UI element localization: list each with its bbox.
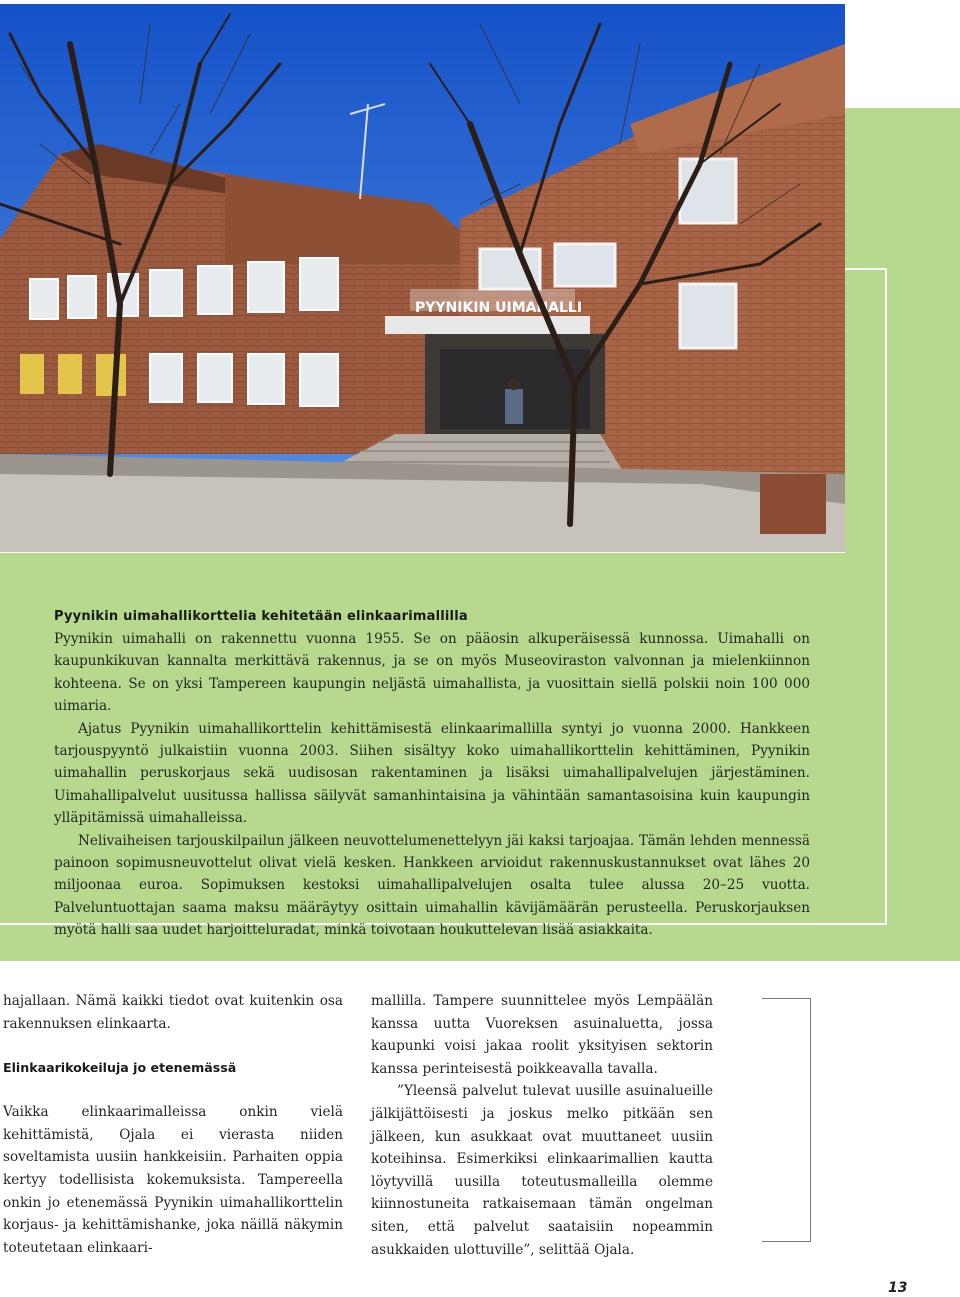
left-column-intro: hajallaan. Nämä kaikki tiedot ovat kuitenkin osa rakennuksen elinkaarta. bbox=[3, 993, 343, 1032]
left-column bbox=[3, 990, 343, 1259]
frame-line-top bbox=[845, 268, 887, 270]
building-sign: PYYNIKIN UIMAHALLI bbox=[415, 300, 583, 316]
section-heading: Elinkaarikokeiluja jo etenemässä bbox=[3, 1060, 237, 1076]
right-column-paragraph-2: ”Yleensä palvelut tulevat uusille asuinalueille jälkijättöisesti ja joskus melko pitkään sen jälkeen, kun asukkaat ovat muuttaneet uusiin koteihinsa. Esimerkiksi elinkaarimallien kautta löytyvillä uusilla toteutusmalleilla olemme kiinnostuneita ratkaisemaan tämän ongelman siten, että palvelut saataisiin nopeammin asukkaiden ulottuville”, selittää Ojala. bbox=[371, 1083, 713, 1258]
frame-line-right bbox=[885, 268, 887, 925]
info-box-heading: Pyynikin uimahallikorttelia kehitetään elinkaarimallilla bbox=[54, 609, 468, 624]
info-box bbox=[54, 606, 810, 942]
info-box-paragraph-1: Pyynikin uimahalli on rakennettu vuonna 1955. Se on pääosin alkuperäisessä kunnossa. Uimahalli on kaupunkikuvan kannalta merkittävä rakennus, ja se on myös Museoviraston valvonnan ja mielenkiinnon kohteena. Se on yksi Tampereen kaupungin neljästä uimahallista, ja vuosittain siellä polskii noin 100 000 uimaria. bbox=[54, 631, 810, 715]
info-box-paragraph-2: Ajatus Pyynikin uimahallikorttelin kehittämisestä elinkaarimallilla syntyi jo vuonna 2000. Hankkeen tarjouspyyntö julkaistiin vuonna 2003. Siihen sisältyy koko uimahallikorttelin kehittäminen, Pyynikin uimahallin peruskorjaus sekä uudisosan rakentaminen ja lisäksi uimahallipalvelujen järjestäminen. Uimahallipalvelut uusitussa hallissa säilyvät samanhintaisina ja vähintään samantasoisina kuin kaupungin ylläpitämissä uimahalleissa. bbox=[54, 720, 810, 827]
left-column-paragraph: Vaikka elinkaarimalleissa onkin vielä kehittämistä, Ojala ei vierasta niiden soveltamista uusiin hankkeisiin. Parhaiten oppia kertyy todellisista kokemuksista. Tampereella onkin jo etenemässä Pyynikin uimahallikorttelin korjaus- ja kehittämishanke, joka näillä näkymin toteutetaan elinkaari- bbox=[3, 1104, 343, 1256]
right-column bbox=[371, 990, 713, 1261]
right-column-paragraph-1: mallilla. Tampere suunnittelee myös Lempäälän kanssa uutta Vuoreksen asuinaluetta, jossa kaupunki voisi jakaa roolit yksityisen sektorin kanssa perinteisestä poikkeavalla tavalla. bbox=[371, 993, 713, 1077]
info-box-paragraph-3: Nelivaiheisen tarjouskilpailun jälkeen neuvottelumenettelyyn jäi kaksi tarjoajaa. Tämän lehden mennessä painoon sopimusneuvottelut olivat vielä kesken. Hankkeen arvioidut rakennuskustannukset ovat lähes 20 miljoonaa euroa. Sopimuksen kestoksi uimahallipalvelujen osalta tulee alussa 20–25 vuotta. Palveluntuottajan saama maksu määräytyy osittain uimahallin kävijämäärän perusteella. Peruskorjauksen myötä halli saa uudet harjoitteluradat, minkä toivotaan houkuttelevan lisää asiakkaita. bbox=[54, 832, 810, 939]
page-number: 13 bbox=[888, 1280, 908, 1296]
decorative-bracket bbox=[762, 998, 811, 1242]
uimahalli-photo bbox=[0, 4, 845, 552]
